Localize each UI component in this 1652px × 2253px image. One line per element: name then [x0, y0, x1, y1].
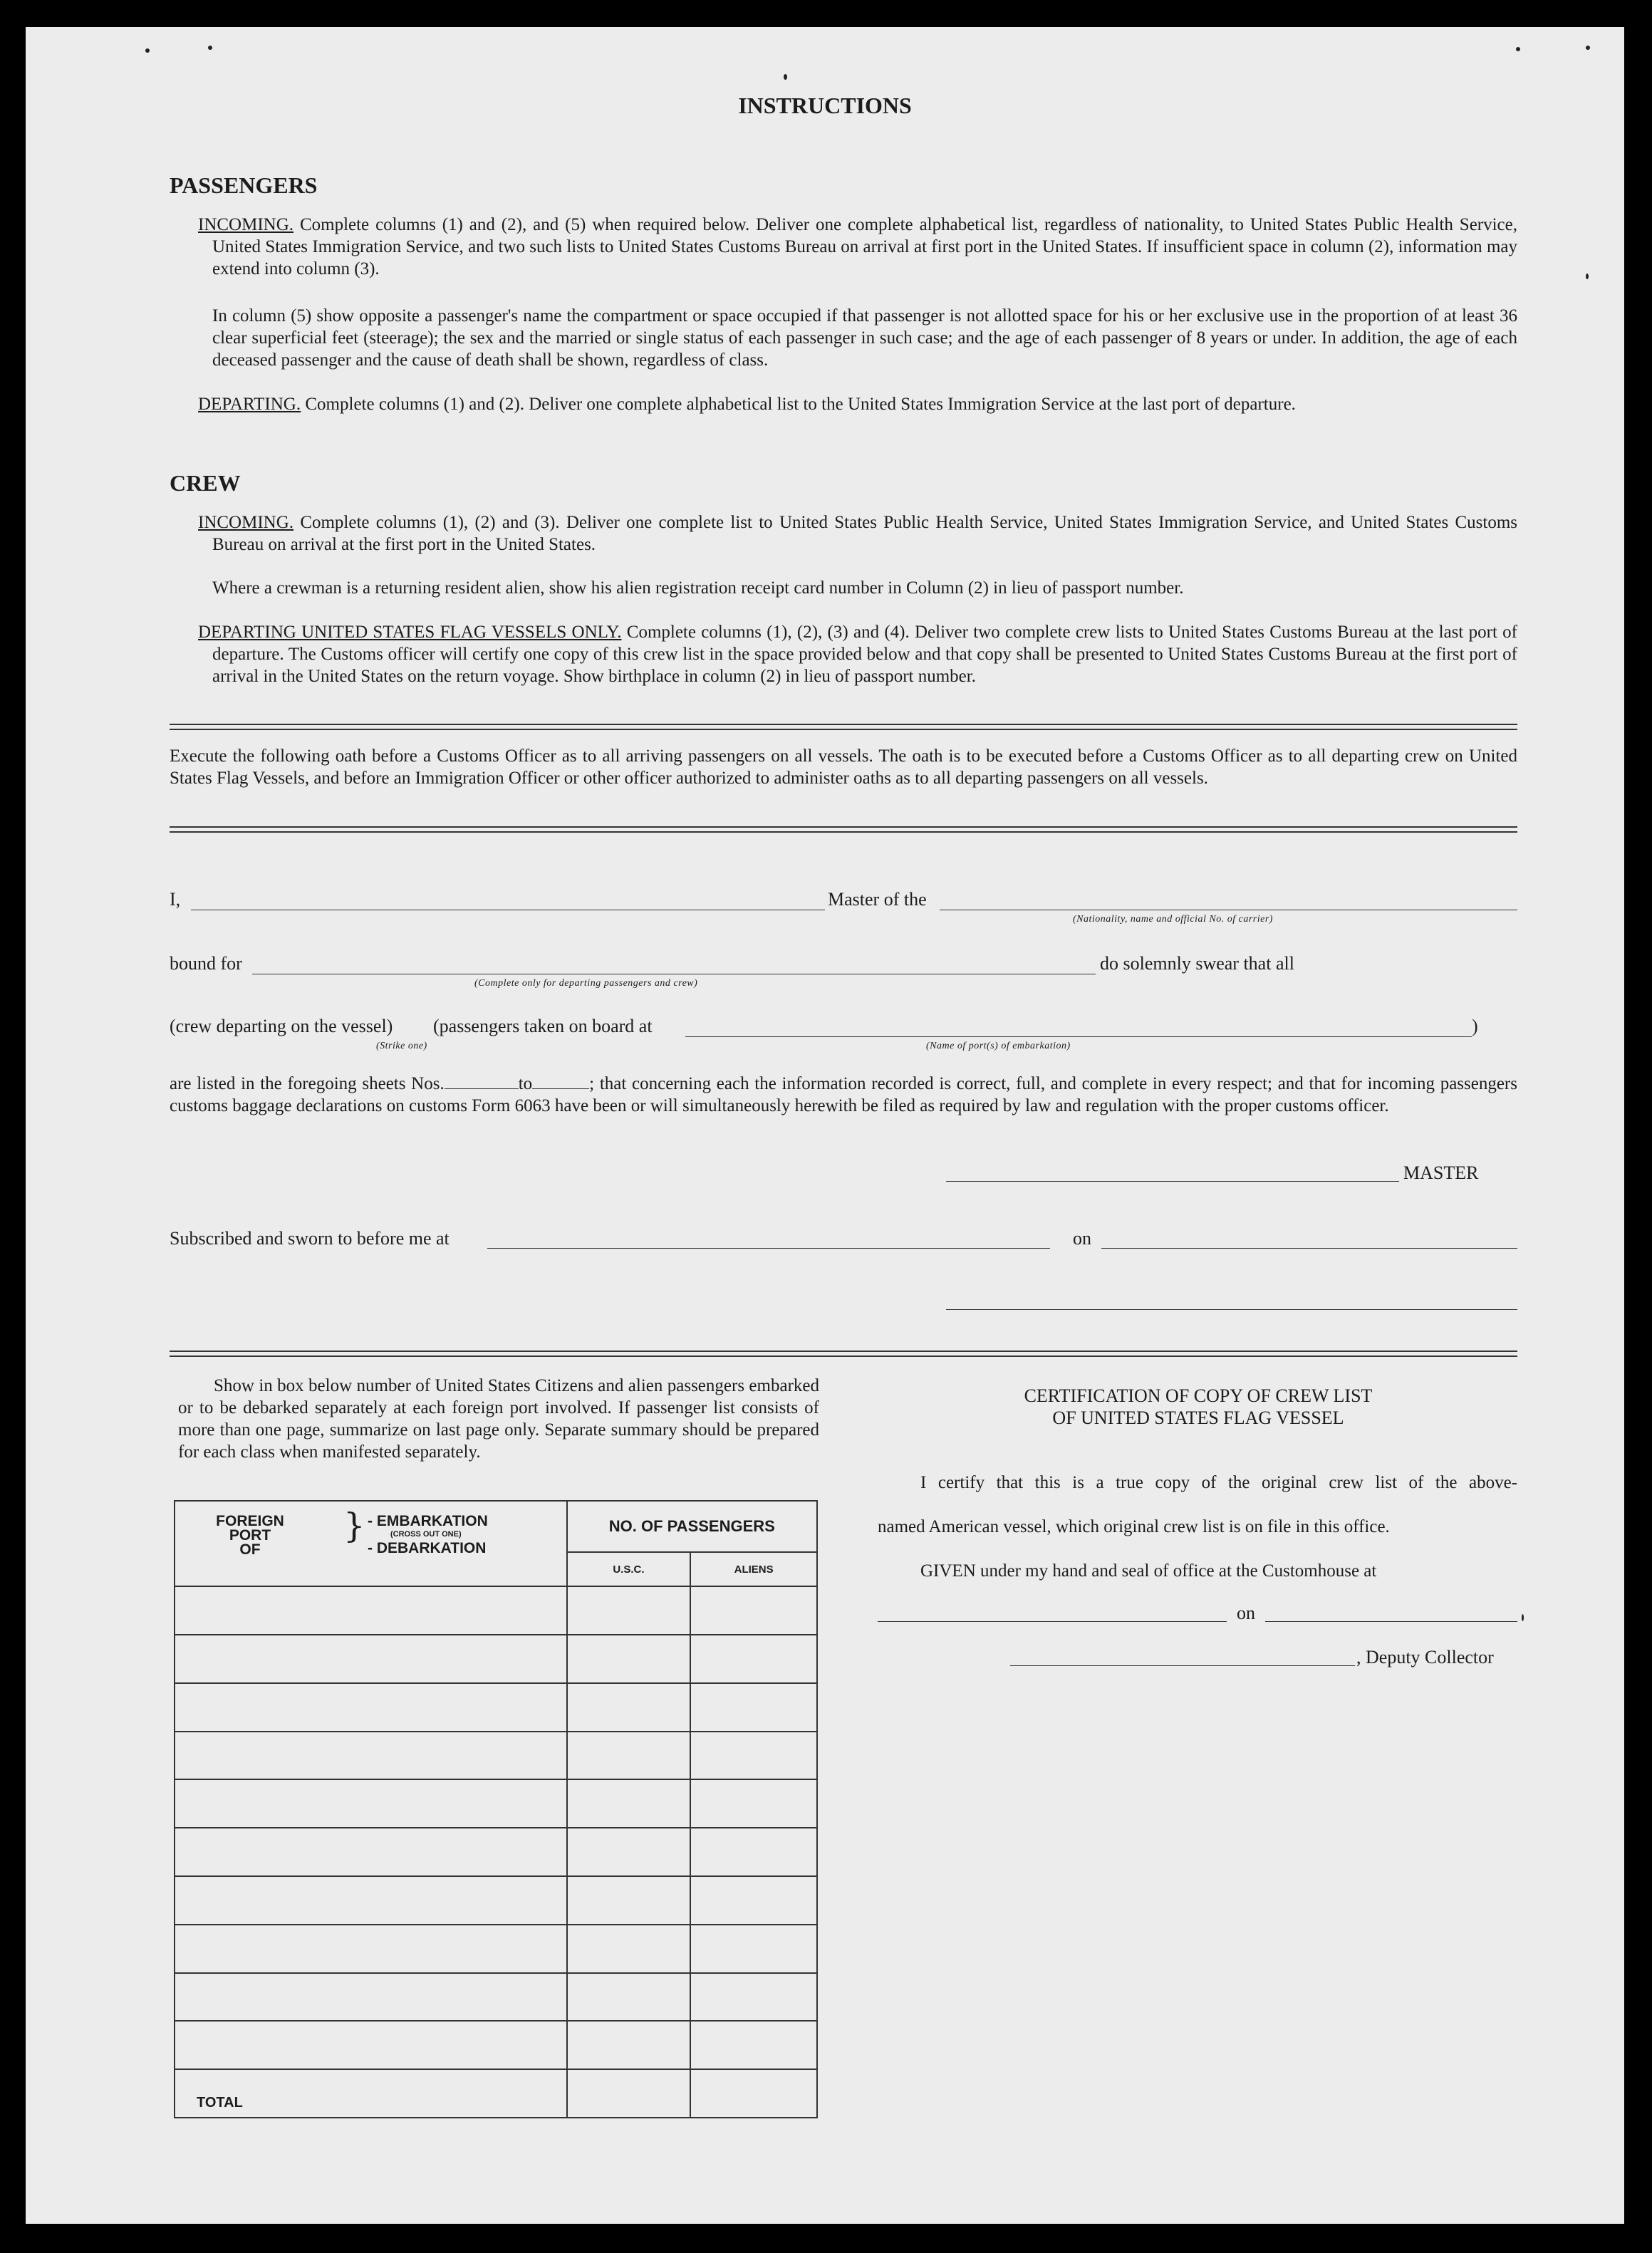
aliens-cell[interactable] [690, 1779, 817, 1828]
sworn-on-word: on [1073, 1228, 1091, 1249]
crew-departing-label: DEPARTING UNITED STATES FLAG VESSELS ONLY. [198, 623, 622, 642]
usc-cell[interactable] [567, 2021, 691, 2069]
ports-caption: (Name of port(s) of embarkation) [926, 1041, 1071, 1051]
passengers-departing-label: DEPARTING. [198, 395, 301, 414]
brace-icon: } [343, 1506, 365, 1546]
port-label: PORT [229, 1527, 271, 1544]
crew-departing-option[interactable]: (crew departing on the vessel) [170, 1016, 393, 1036]
table-row [175, 1779, 817, 1828]
passengers-departing-paragraph [198, 393, 1517, 415]
sheet-to-field[interactable] [532, 1076, 589, 1089]
passengers-incoming-text: Complete columns (1) and (2), and (5) when required below. Deliver one complete alphabetical list, regardless of nationality, to United States Public Health Service, United States Immigration Service, and two such lists to United States Customs Bureau on arrival at first port in the United States. If insufficient space in column (2), information may extend into column (3). [212, 215, 1518, 279]
crew-incoming-paragraph [198, 511, 1517, 556]
port-cell[interactable] [175, 1732, 567, 1780]
complete-only-caption: (Complete only for departing passengers and crew) [474, 978, 698, 989]
listed-paragraph [170, 1073, 1517, 1117]
no-of-passengers-header: NO. OF PASSENGERS [567, 1501, 817, 1552]
scan-speck [1522, 1614, 1524, 1621]
crew-incoming-label: INCOMING. [198, 513, 294, 532]
table-row [175, 1635, 817, 1683]
certification-line2: named American vessel, which original crew list is on file in this office. [878, 1517, 1390, 1536]
passengers-departing-text: Complete columns (1) and (2). Deliver one complete alphabetical list to the United States Immigration Service at the last port of departure. [305, 395, 1296, 414]
certification-line1: I certify that this is a true copy of the original crew list of the above- [920, 1473, 1517, 1492]
deputy-collector-label: , Deputy Collector [1356, 1647, 1494, 1667]
embarkation-label: - EMBARKATION [368, 1513, 488, 1529]
port-cell[interactable] [175, 1683, 567, 1732]
master-of-the-label: Master of the [828, 889, 927, 910]
crew-heading: CREW [170, 470, 241, 496]
close-paren: ) [1472, 1016, 1478, 1036]
scan-speck [784, 74, 787, 80]
divider [170, 1351, 1517, 1357]
usc-cell[interactable] [567, 1779, 691, 1828]
port-cell[interactable] [175, 1586, 567, 1635]
sworn-place-field[interactable] [487, 1248, 1050, 1249]
port-cell[interactable] [175, 1973, 567, 2022]
ports-table [174, 1500, 818, 2118]
scan-speck [1586, 274, 1589, 279]
passengers-heading: PASSENGERS [170, 172, 318, 198]
passengers-taken-option[interactable]: (passengers taken on board at [433, 1016, 653, 1036]
cross-out-caption: (CROSS OUT ONE) [390, 1530, 462, 1539]
port-cell[interactable] [175, 1635, 567, 1683]
aliens-cell[interactable] [690, 2021, 817, 2069]
passengers-incoming-paragraph [198, 214, 1517, 280]
sworn-date-field[interactable] [1101, 1248, 1517, 1249]
aliens-cell[interactable] [690, 1925, 817, 1973]
usc-cell[interactable] [567, 1683, 691, 1732]
usc-cell[interactable] [567, 1635, 691, 1683]
embarkation-ports-field[interactable] [685, 1036, 1472, 1037]
crew-departing-paragraph [198, 621, 1517, 687]
certification-title [878, 1385, 1519, 1429]
aliens-cell[interactable] [690, 1635, 817, 1683]
certification-line3: GIVEN under my hand and seal of office at the Customhouse at [920, 1561, 1377, 1581]
crew-incoming-text: Complete columns (1), (2) and (3). Deliver one complete list to United States Public Health Service, United States Immigration Service, and United States Customs Bureau on arrival at the first port in the United States. [212, 513, 1518, 554]
aliens-cell[interactable] [690, 1876, 817, 1925]
aliens-cell[interactable] [690, 1683, 817, 1732]
usc-cell[interactable] [567, 1973, 691, 2022]
passengers-incoming-label: INCOMING. [198, 215, 294, 234]
officer-signature-field[interactable] [946, 1309, 1517, 1310]
debarkation-label: - DEBARKATION [368, 1540, 487, 1556]
scan-speck [208, 46, 212, 50]
foreign-label: FOREIGN [216, 1513, 284, 1529]
port-header-cell [175, 1501, 567, 1586]
customhouse-field[interactable] [878, 1621, 1227, 1622]
port-cell[interactable] [175, 1779, 567, 1828]
master-label: MASTER [1403, 1162, 1479, 1183]
total-label: TOTAL [175, 2069, 567, 2118]
table-row [175, 2021, 817, 2069]
divider [170, 724, 1517, 730]
column5-paragraph: In column (5) show opposite a passenger's name the compartment or space occupied if that passenger is not allotted space for his or her exclusive use in the proportion of at least 36 clear superficial feet (steerage); the sex and the married or single status of each passenger in such case; and the age of each passenger of 8 years or under. In addition, the age of each deceased passenger and the cause of death shall be shown, regardless of class. [212, 306, 1517, 370]
table-row [175, 1683, 817, 1732]
listed-suffix: ; that concerning each the information recorded is correct, full, and complete in every respect; and that for incoming passengers customs baggage declarations on customs Form 6063 have been or will simultaneously herewith be filed as required by law and regulation with the proper customs officer. [170, 1074, 1517, 1115]
divider [170, 826, 1517, 833]
strike-one-caption: (Strike one) [376, 1041, 427, 1051]
port-cell[interactable] [175, 2021, 567, 2069]
nationality-caption: (Nationality, name and official No. of carrier) [1073, 914, 1273, 925]
sheet-from-field[interactable] [445, 1076, 519, 1089]
table-row [175, 1828, 817, 1876]
port-cell[interactable] [175, 1828, 567, 1876]
subscribed-label: Subscribed and sworn to before me at [170, 1228, 450, 1249]
aliens-cell[interactable] [690, 1586, 817, 1635]
table-row [175, 1586, 817, 1635]
of-label: OF [239, 1541, 261, 1558]
oath-i-label: I, [170, 889, 181, 910]
bound-for-label: bound for [170, 953, 242, 974]
scan-speck [145, 48, 150, 53]
aliens-total-cell[interactable] [690, 2069, 817, 2118]
certification-date-field[interactable] [1265, 1621, 1517, 1622]
usc-cell[interactable] [567, 1732, 691, 1780]
page-title: INSTRUCTIONS [738, 93, 912, 118]
table-row [175, 1876, 817, 1925]
listed-prefix: are listed in the foregoing sheets Nos. [170, 1074, 445, 1093]
usc-total-cell[interactable] [567, 2069, 691, 2118]
table-row [175, 1732, 817, 1780]
summary-instructions: Show in box below number of United States Citizens and alien passengers embarked or to be debarked separately at each foreign port involved. If passenger list consists of more than one page, summarize on last page only. Separate summary should be prepared for each class when manifested separately. [178, 1376, 819, 1462]
crew-departing-text: Complete columns (1), (2), (3) and (4). Deliver two complete crew lists to United States Customs Bureau at the last port of departure. The Customs officer will certify one copy of this crew list in the space provided below and that copy shall be presented to United States Customs Bureau at the first port of arrival in the United States on the return voyage. Show birthplace in column (2) in lieu of passport number. [212, 623, 1517, 686]
solemnly-swear-label: do solemnly swear that all [1100, 953, 1294, 974]
port-cell[interactable] [175, 1876, 567, 1925]
master-signature-field[interactable] [946, 1181, 1399, 1182]
table-row [175, 1973, 817, 2022]
table-row [175, 1925, 817, 1973]
scan-speck [1586, 46, 1590, 50]
certification-title-line2: OF UNITED STATES FLAG VESSEL [1052, 1408, 1344, 1428]
usc-cell[interactable] [567, 1586, 691, 1635]
certification-on-word: on [1237, 1603, 1255, 1623]
scan-speck [1516, 47, 1520, 51]
certification-title-line1: CERTIFICATION OF COPY OF CREW LIST [1024, 1385, 1373, 1406]
port-cell[interactable] [175, 1925, 567, 1973]
oath-instructions: Execute the following oath before a Customs Officer as to all arriving passengers on all vessels. The oath is to be executed before a Customs Officer as to all departing crew on United States Flag Vessels, and before an Immigration Officer or other officer authorized to administer oaths as to all departing passengers on all vessels. [170, 746, 1517, 788]
aliens-cell[interactable] [690, 1828, 817, 1876]
crew-resident-paragraph: Where a crewman is a returning resident alien, show his alien registration receipt card number in Column (2) in lieu of passport number. [212, 578, 1184, 598]
usc-header: U.S.C. [567, 1552, 691, 1586]
total-row [175, 2069, 817, 2118]
aliens-cell[interactable] [690, 1732, 817, 1780]
deputy-signature-field[interactable] [1010, 1665, 1355, 1666]
usc-cell[interactable] [567, 1828, 691, 1876]
to-word: to [518, 1074, 533, 1093]
usc-cell[interactable] [567, 1876, 691, 1925]
usc-cell[interactable] [567, 1925, 691, 1973]
aliens-header: ALIENS [690, 1552, 817, 1586]
aliens-cell[interactable] [690, 1973, 817, 2022]
form-page [26, 27, 1624, 2224]
